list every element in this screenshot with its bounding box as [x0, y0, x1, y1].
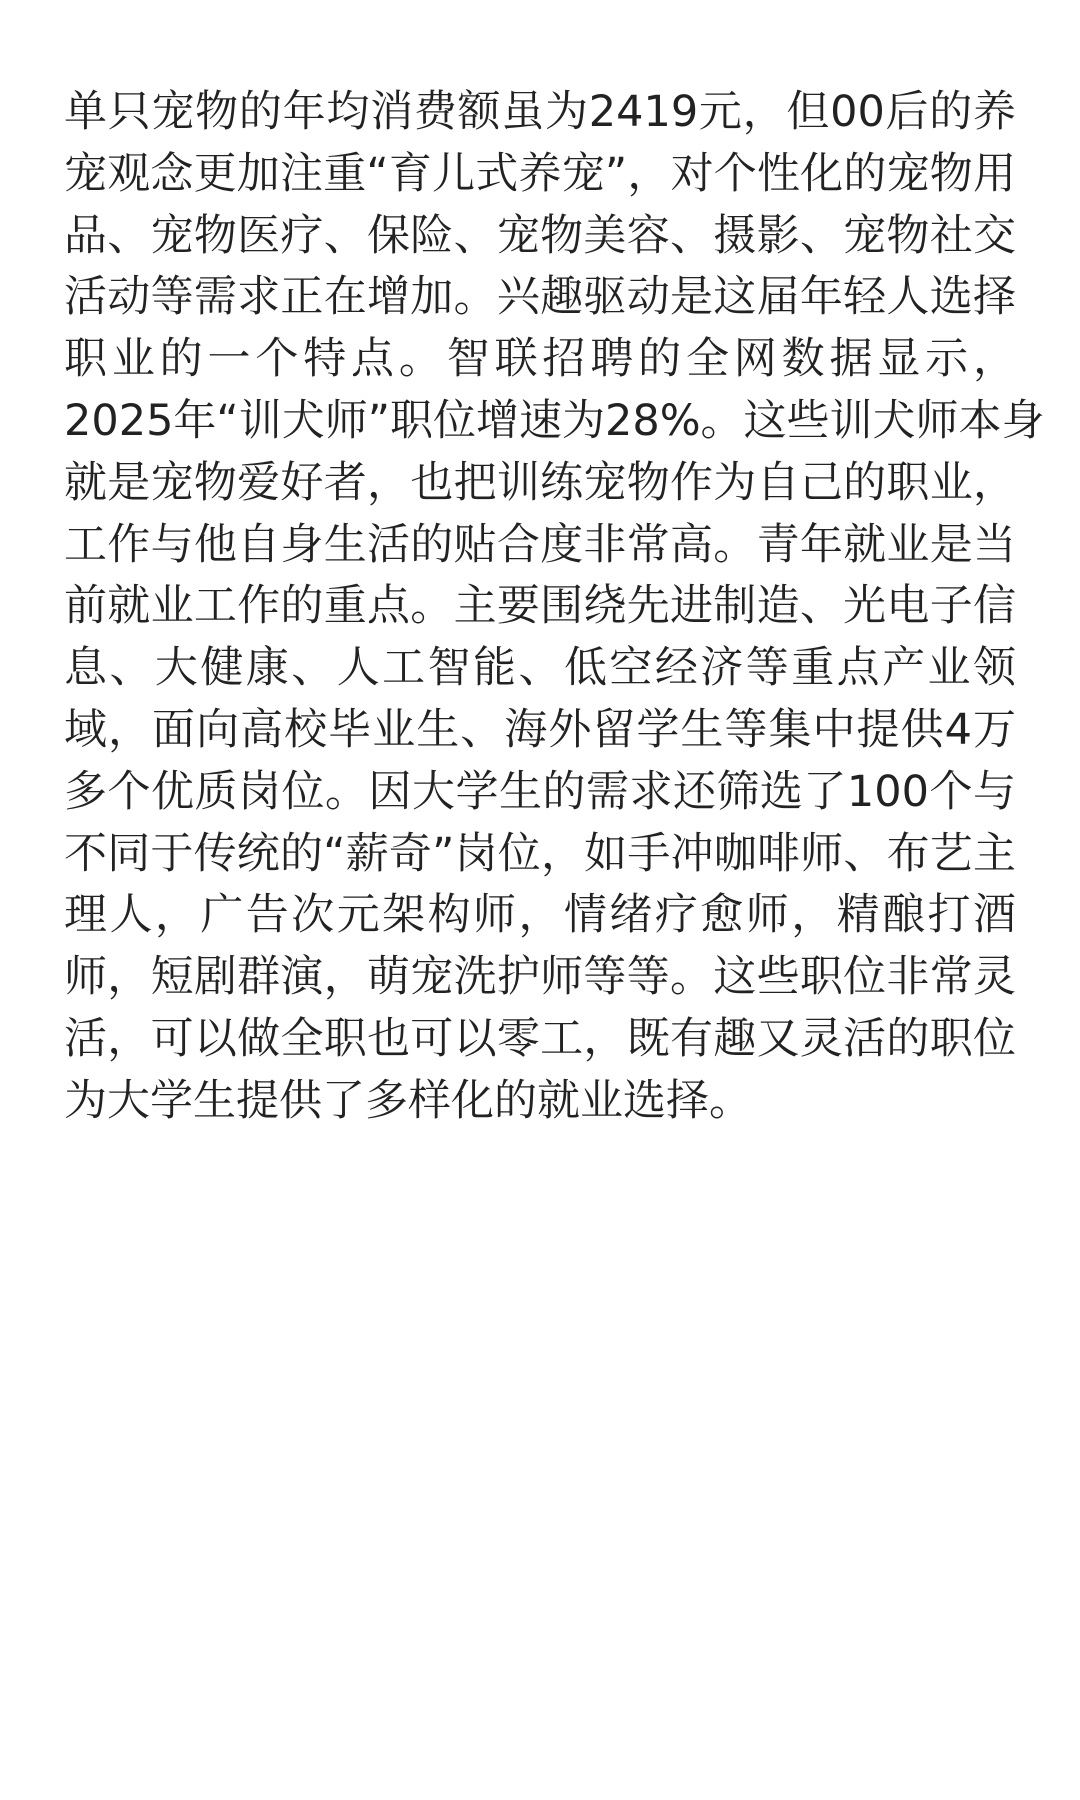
article-line-3: 品、宠物医疗、保险、宠物美容、摄影、宠物社交 [64, 210, 1016, 261]
article-line-9: 前就业工作的重点。主要围绕先进制造、光电子信 [64, 581, 1016, 632]
article-line-14: 理人，广告次元架构师，情绪疗愈师，精酿打酒 [64, 890, 1016, 941]
article-line-6: 2025年“训犬师”职位增速为28%。这些训犬师本身 [64, 395, 1045, 446]
article-line-2: 宠观念更加注重“育儿式养宠”，对个性化的宠物用 [64, 148, 1016, 199]
article-line-10: 息、大健康、人工智能、低空经济等重点产业领 [64, 643, 1016, 694]
article-line-15: 师，短剧群演，萌宠洗护师等等。这些职位非常灵 [64, 952, 1016, 1003]
article-line-4: 活动等需求正在增加。兴趣驱动是这届年轻人选择 [64, 272, 1016, 323]
article-line-7: 就是宠物爱好者，也把训练宠物作为自己的职业， [64, 457, 1016, 508]
article-line-5: 职业的一个特点。智联招聘的全网数据显示， [64, 334, 1016, 385]
article-line-8: 工作与他自身生活的贴合度非常高。青年就业是当 [64, 519, 1016, 570]
article-line-17: 为大学生提供了多样化的就业选择。 [64, 1075, 752, 1126]
article-line-16: 活，可以做全职也可以零工，既有趣又灵活的职位 [64, 1013, 1016, 1064]
article-line-1: 单只宠物的年均消费额虽为2419元，但00后的养 [64, 87, 1016, 137]
article-line-13: 不同于传统的“薪奇”岗位，如手冲咖啡师、布艺主 [64, 828, 1016, 879]
article-body [64, 82, 1045, 1133]
article-line-12: 多个优质岗位。因大学生的需求还筛选了100个与 [64, 766, 1016, 817]
article-line-11: 域，面向高校毕业生、海外留学生等集中提供4万 [64, 704, 1016, 755]
